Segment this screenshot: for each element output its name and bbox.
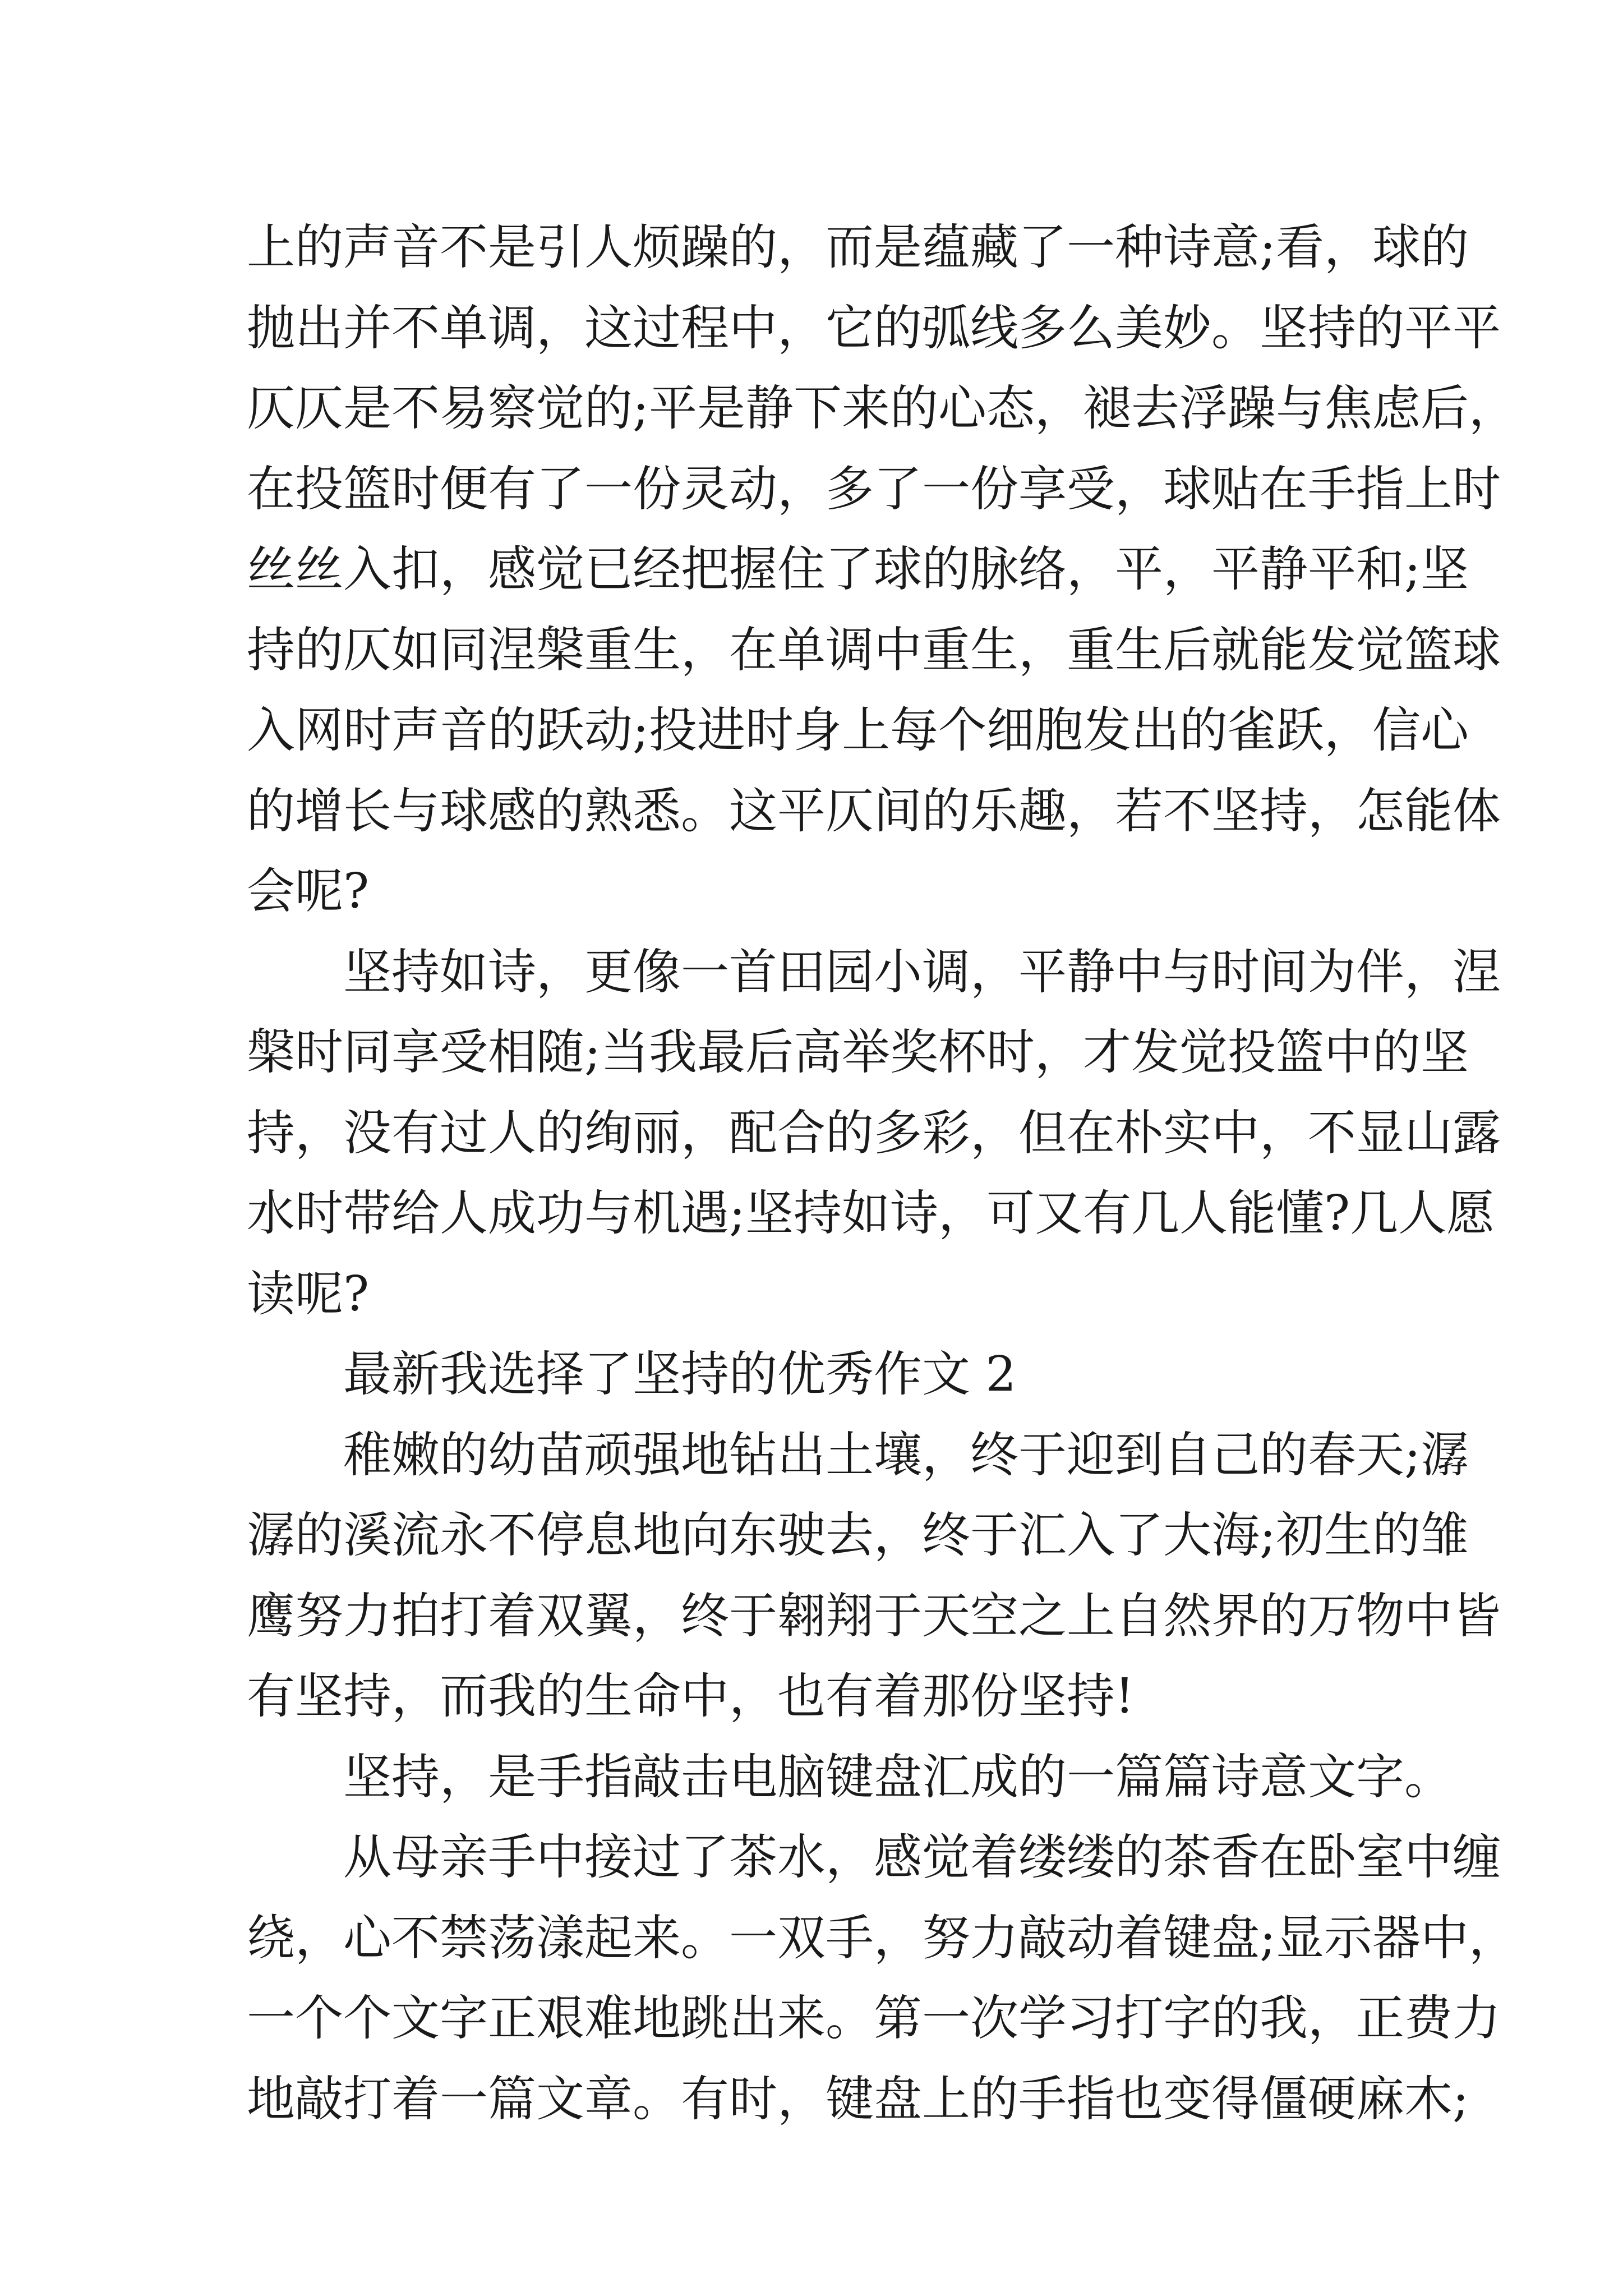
text-line: 鹰努力拍打着双翼，终于翱翔于天空之上自然界的万物中皆 (247, 1588, 1501, 1644)
text-line: 槃时同享受相随;当我最后高举奖杯时，才发觉投篮中的坚 (247, 1024, 1469, 1080)
text-line: 稚嫩的幼苗顽强地钻出土壤，终于迎到自己的春天;潺 (247, 1427, 1469, 1483)
text-line: 一个个文字正艰难地跳出来。第一次学习打字的我，正费力 (247, 1990, 1501, 2046)
text-line: 丝丝入扣，感觉已经把握住了球的脉络，平，平静平和;坚 (247, 541, 1469, 597)
text-line: 潺的溪流永不停息地向东驶去，终于汇入了大海;初生的雏 (247, 1507, 1469, 1563)
text-line: 抛出并不单调，这过程中，它的弧线多么美妙。坚持的平平 (247, 300, 1501, 356)
text-line: 水时带给人成功与机遇;坚持如诗，可又有几人能懂?几人愿 (247, 1185, 1495, 1241)
text-line: 持，没有过人的绚丽，配合的多彩，但在朴实中，不显山露 (247, 1105, 1501, 1161)
text-line: 在投篮时便有了一份灵动，多了一份享受，球贴在手指上时 (247, 461, 1501, 517)
text-line: 地敲打着一篇文章。有时，键盘上的手指也变得僵硬麻木; (247, 2070, 1469, 2127)
text-line: 的增长与球感的熟悉。这平仄间的乐趣，若不坚持，怎能体 (247, 783, 1501, 839)
text-line: 有坚持，而我的生命中，也有着那份坚持! (247, 1668, 1135, 1724)
text-line: 从母亲手中接过了茶水，感觉着缕缕的茶香在卧室中缠 (247, 1829, 1501, 1885)
text-line: 读呢? (247, 1266, 370, 1322)
text-line: 坚持如诗，更像一首田园小调，平静中与时间为伴，涅 (247, 944, 1501, 1000)
text-line: 上的声音不是引人烦躁的，而是蕴藏了一种诗意;看，球的 (247, 219, 1469, 275)
text-line: 入网时声音的跃动;投进时身上每个细胞发出的雀跃，信心 (247, 702, 1469, 758)
text-line: 仄仄是不易察觉的;平是静下来的心态，褪去浮躁与焦虑后， (247, 380, 1517, 436)
text-line: 持的仄如同涅槃重生，在单调中重生，重生后就能发觉篮球 (247, 622, 1501, 678)
text-line: 绕，心不禁荡漾起来。一双手，努力敲动着键盘;显示器中， (247, 1910, 1517, 1966)
section-heading: 最新我选择了坚持的优秀作文 2 (247, 1346, 1017, 1402)
document-body (247, 208, 1517, 2139)
text-line: 坚持，是手指敲击电脑键盘汇成的一篇篇诗意文字。 (247, 1749, 1453, 1805)
text-line: 会呢? (247, 863, 370, 919)
